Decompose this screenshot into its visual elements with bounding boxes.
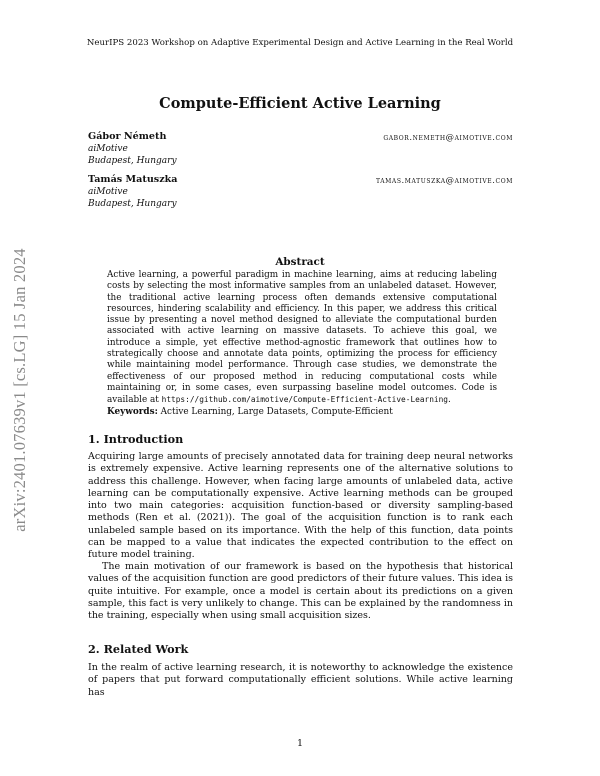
abstract-text-end: . (448, 395, 451, 406)
abstract-heading: Abstract (275, 256, 325, 268)
running-header: NeurIPS 2023 Workshop on Adaptive Experimental Design and Active Learning in the Real World (86, 38, 514, 48)
author-email-2[interactable]: tamas.matuszka@aimotive.com (375, 175, 513, 185)
intro-paragraph-1: Acquiring large amounts of precisely annotated data for training deep neural networks is extremely expensive. Active learning represents one of the alternative solutions to address this challenge. However, when facing large amounts of unlabeled data, active learning can be computationally expensive. Active learning methods can be grouped into two main categories: acquisition function-based or diversity sampling-based methods (Ren et al. (2021)). The goal of the acquisition function is to rank each unlabeled sample based on its importance. With the help of this function, data points can be mapped to a value that indicates the expected contribution to the effect on future model training. (88, 451, 513, 561)
keywords-label: Keywords: (107, 406, 158, 417)
abstract-text: Active learning, a powerful paradigm in machine learning, aims at reducing labeling costs by selecting the most informative samples from an unlabeled dataset. However, the traditional active learning process often demands extensive computational resources, hindering scalability and efficiency. In this paper, we address this critical issue by presenting a novel method designed to alleviate the computational burden associated with active learning on massive datasets. To achieve this goal, we introduce a simple, yet effective method-agnostic framework that outlines how to strategically choose and annotate data points, optimizing the process for efficiency while maintaining model performance. Through case studies, we demonstrate the effectiveness of our proposed method in reducing computational costs while maintaining or, in some cases, even surpassing baseline model outcomes. Code is available at (107, 270, 497, 406)
code-link[interactable]: https://github.com/aimotive/Compute-Efficient-Active-Learning (161, 395, 448, 405)
author-name-1: Gábor Németh (88, 131, 167, 142)
arxiv-stamp[interactable] (2, 220, 38, 560)
author-name-2: Tamás Matuszka (88, 174, 178, 185)
section-heading-introduction: 1. Introduction (88, 432, 184, 446)
author-email-1[interactable]: gabor.nemeth@aimotive.com (383, 132, 513, 142)
related-work-paragraph-1: In the realm of active learning research, it is noteworthy to acknowledge the existence of papers that put forward computationally efficient solutions. While active learning has (88, 662, 513, 698)
author-affiliation-2: aiMotive (88, 187, 128, 197)
intro-paragraph-2: The main motivation of our framework is based on the hypothesis that historical values of the acquisition function are good predictors of their future values. This idea is quite intuitive. For example, once a model is certain about its predictions on a given sample, this fact is very unlikely to change. This can be explained by the randomness in the training, especially when using small acquisition sizes. (88, 561, 513, 622)
author-location-1: Budapest, Hungary (88, 156, 177, 166)
author-location-2: Budapest, Hungary (88, 199, 177, 209)
paper-title: Compute-Efficient Active Learning (159, 95, 441, 112)
section-heading-related-work: 2. Related Work (88, 642, 189, 656)
arxiv-stamp-text: arXiv:2401.07639v1 [cs.LG] 15 Jan 2024 (10, 248, 29, 532)
author-affiliation-1: aiMotive (88, 144, 128, 154)
abstract-body (107, 270, 497, 418)
page-number: 1 (296, 738, 304, 749)
keywords-list: Active Learning, Large Datasets, Compute-Efficient (160, 406, 393, 417)
